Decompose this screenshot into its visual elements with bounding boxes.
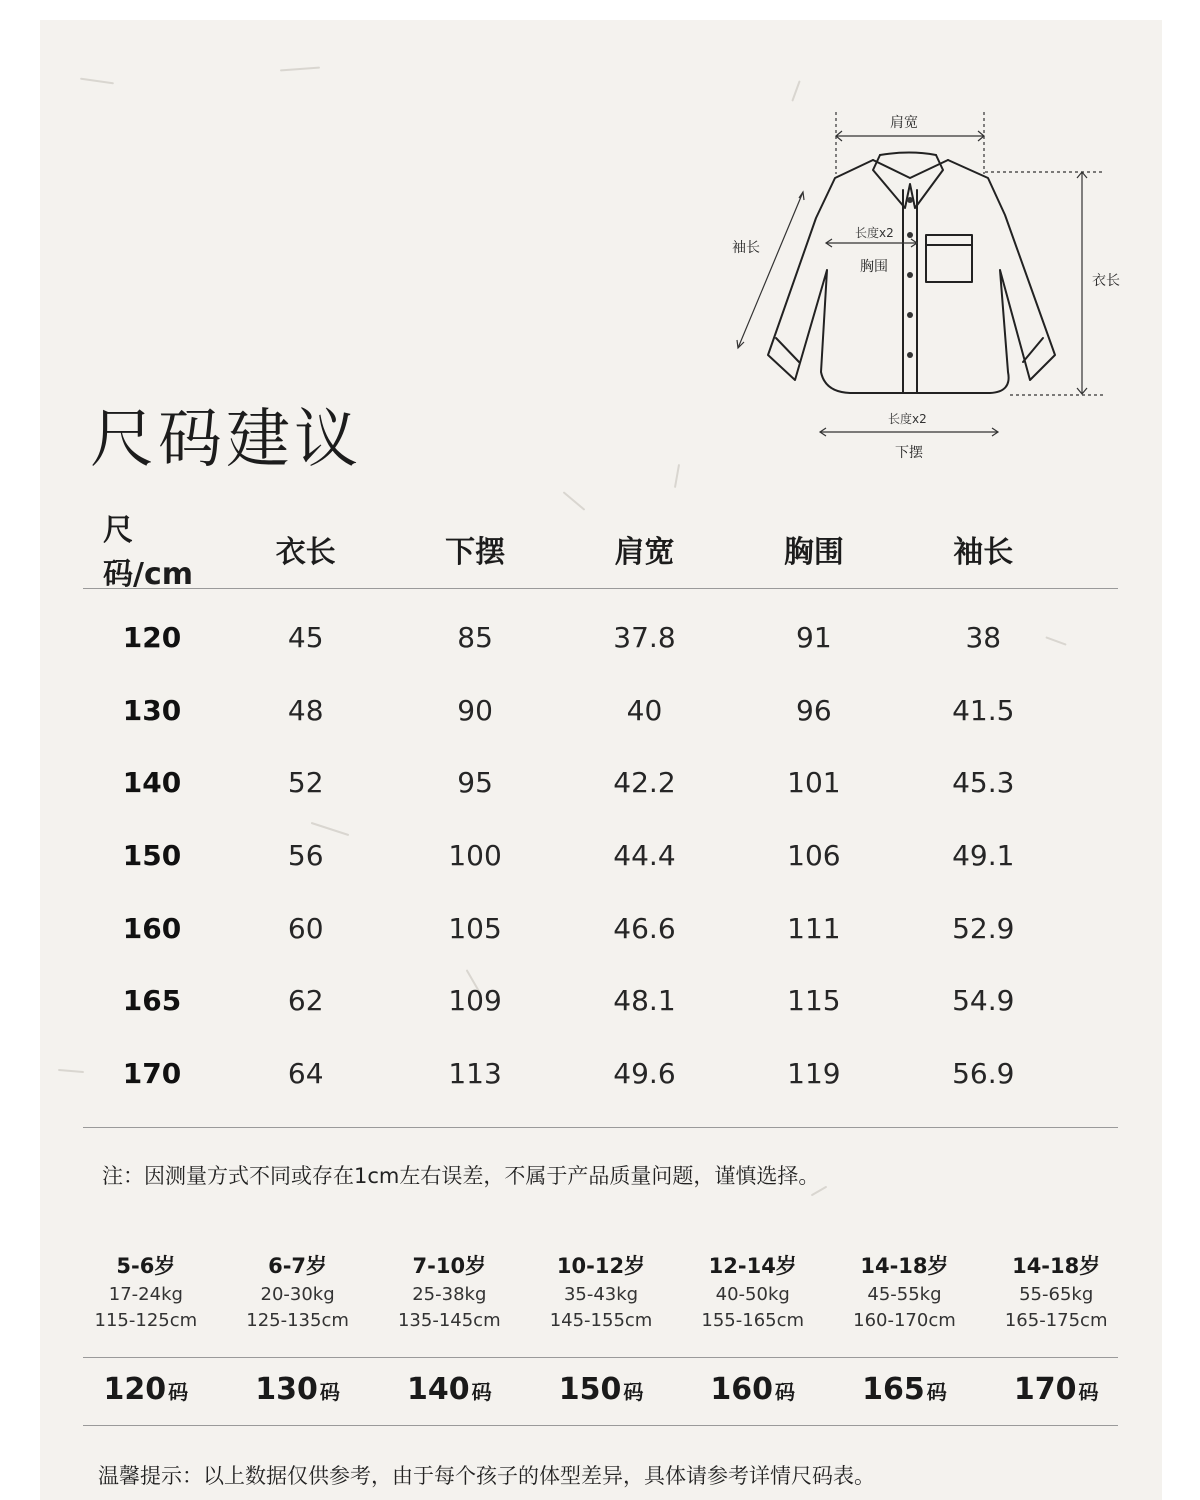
size-code-unit: 码	[926, 1380, 947, 1404]
guide-bottom-divider	[83, 1425, 1118, 1426]
value-cell: 95	[457, 766, 493, 800]
page-title: 尺码建议	[90, 403, 362, 477]
value-cell: 91	[796, 620, 832, 654]
size-code-number: 130	[255, 1372, 318, 1407]
age-label: 5-6岁	[116, 1254, 176, 1278]
size-code-unit: 码	[319, 1380, 340, 1404]
age-guide-item	[373, 1250, 525, 1336]
header-size: 尺码/cm	[103, 513, 193, 592]
value-cell: 62	[287, 984, 324, 1018]
table-row	[83, 819, 1118, 892]
table-divider	[83, 1127, 1118, 1128]
age-label: 7-10岁	[412, 1254, 487, 1278]
header-length: 衣长	[275, 535, 336, 570]
height-range: 165-175cm	[1004, 1310, 1108, 1331]
value-cell: 56.9	[952, 1056, 1015, 1090]
value-cell: 90	[457, 693, 493, 727]
age-guide	[70, 1250, 1132, 1336]
value-cell: 109	[448, 984, 502, 1018]
size-code	[829, 1372, 981, 1407]
value-cell: 45.3	[952, 766, 1015, 800]
size-code-number: 140	[406, 1372, 470, 1407]
height-range: 160-170cm	[853, 1310, 956, 1331]
table-row	[83, 1037, 1118, 1110]
age-label: 14-18岁	[860, 1254, 949, 1278]
size-table	[83, 510, 1118, 1110]
age-guide-item	[980, 1250, 1132, 1336]
weight-range: 55-65kg	[1019, 1284, 1094, 1305]
table-row	[83, 674, 1118, 747]
size-cell: 165	[122, 984, 182, 1018]
age-label: 6-7岁	[268, 1254, 328, 1278]
value-cell: 46.6	[613, 911, 676, 945]
age-label: 12-14岁	[708, 1254, 797, 1278]
value-cell: 37.8	[613, 620, 676, 654]
sleeve-label: 袖长	[732, 240, 760, 256]
size-code-number: 120	[103, 1372, 167, 1407]
value-cell: 64	[287, 1056, 324, 1090]
value-cell: 106	[787, 838, 841, 872]
value-cell: 52	[287, 766, 324, 800]
size-code-number: 150	[558, 1372, 622, 1407]
size-code	[70, 1372, 222, 1407]
size-code-unit: 码	[623, 1380, 644, 1404]
reminder-tip: 温馨提示：以上数据仅供参考，由于每个孩子的体型差异，具体请参考详情尺码表。	[98, 1464, 875, 1488]
age-guide-item	[829, 1250, 981, 1336]
age-guide-item	[222, 1250, 374, 1336]
table-row	[83, 601, 1118, 674]
shirt-diagram	[700, 100, 1140, 480]
age-label: 10-12岁	[556, 1254, 646, 1278]
size-cell: 150	[122, 838, 182, 872]
height-range: 115-125cm	[94, 1310, 198, 1331]
weight-range: 40-50kg	[715, 1284, 790, 1305]
value-cell: 52.9	[952, 911, 1015, 945]
chest-note: 长度x2	[855, 226, 894, 240]
height-range: 145-155cm	[549, 1310, 653, 1331]
weight-range: 25-38kg	[412, 1284, 487, 1305]
measurement-note: 注：因测量方式不同或存在1cm左右误差，不属于产品质量问题，谨慎选择。	[102, 1164, 820, 1188]
guide-divider	[83, 1357, 1118, 1358]
value-cell: 49.1	[952, 838, 1015, 872]
value-cell: 44.4	[613, 838, 676, 872]
weight-range: 45-55kg	[867, 1284, 942, 1305]
value-cell: 42.2	[613, 766, 676, 800]
table-row	[83, 964, 1118, 1037]
value-cell: 48.1	[613, 984, 676, 1018]
size-code-unit: 码	[775, 1380, 796, 1404]
age-guide-item	[677, 1250, 829, 1336]
value-cell: 54.9	[952, 984, 1015, 1018]
table-row	[83, 892, 1118, 965]
height-range: 135-145cm	[397, 1310, 501, 1331]
size-code	[980, 1372, 1132, 1407]
height-range: 125-135cm	[246, 1310, 349, 1331]
hem-note: 长度x2	[888, 412, 927, 426]
length-label: 衣长	[1092, 273, 1120, 289]
size-code	[525, 1372, 677, 1407]
hem-label: 下摆	[895, 445, 923, 461]
value-cell: 111	[787, 911, 841, 945]
size-code-number: 170	[1013, 1372, 1077, 1407]
age-guide-item	[525, 1250, 677, 1336]
value-cell: 105	[448, 911, 502, 945]
table-body	[83, 589, 1118, 1110]
header-sleeve: 袖长	[953, 535, 1014, 570]
size-code-row	[70, 1372, 1132, 1407]
size-cell: 120	[122, 620, 182, 654]
value-cell: 49.6	[613, 1056, 676, 1090]
height-range: 155-165cm	[701, 1310, 805, 1331]
header-chest: 胸围	[783, 535, 844, 570]
weight-range: 20-30kg	[260, 1284, 335, 1305]
size-cell: 160	[122, 911, 182, 945]
value-cell: 40	[626, 693, 663, 727]
size-cell: 130	[122, 693, 182, 727]
size-code-number: 160	[710, 1372, 774, 1407]
size-cell: 140	[122, 766, 182, 800]
size-code-unit: 码	[1078, 1380, 1099, 1404]
size-code-unit: 码	[471, 1380, 492, 1404]
header-hem: 下摆	[445, 535, 506, 570]
table-header	[83, 510, 1118, 592]
header-shoulder: 肩宽	[614, 535, 675, 570]
size-cell: 170	[122, 1056, 182, 1090]
value-cell: 56	[287, 838, 324, 872]
value-cell: 85	[457, 620, 493, 654]
value-cell: 115	[787, 984, 841, 1018]
value-cell: 45	[287, 620, 324, 654]
value-cell: 119	[787, 1056, 841, 1090]
age-guide-item	[70, 1250, 222, 1336]
value-cell: 38	[965, 620, 1002, 654]
size-code	[677, 1372, 829, 1407]
value-cell: 100	[448, 838, 502, 872]
table-row	[83, 746, 1118, 819]
size-code-unit: 码	[168, 1380, 189, 1404]
value-cell: 41.5	[952, 693, 1015, 727]
weight-range: 17-24kg	[108, 1284, 183, 1305]
value-cell: 101	[787, 766, 841, 800]
size-code	[222, 1372, 374, 1407]
value-cell: 48	[287, 693, 324, 727]
chest-label: 胸围	[860, 259, 888, 275]
value-cell: 96	[796, 693, 832, 727]
weight-range: 35-43kg	[563, 1284, 639, 1305]
value-cell: 113	[448, 1056, 502, 1090]
size-code-number: 165	[862, 1372, 925, 1407]
age-label: 14-18岁	[1012, 1254, 1101, 1278]
size-code	[373, 1372, 525, 1407]
shoulder-label: 肩宽	[890, 115, 918, 131]
value-cell: 60	[287, 911, 324, 945]
